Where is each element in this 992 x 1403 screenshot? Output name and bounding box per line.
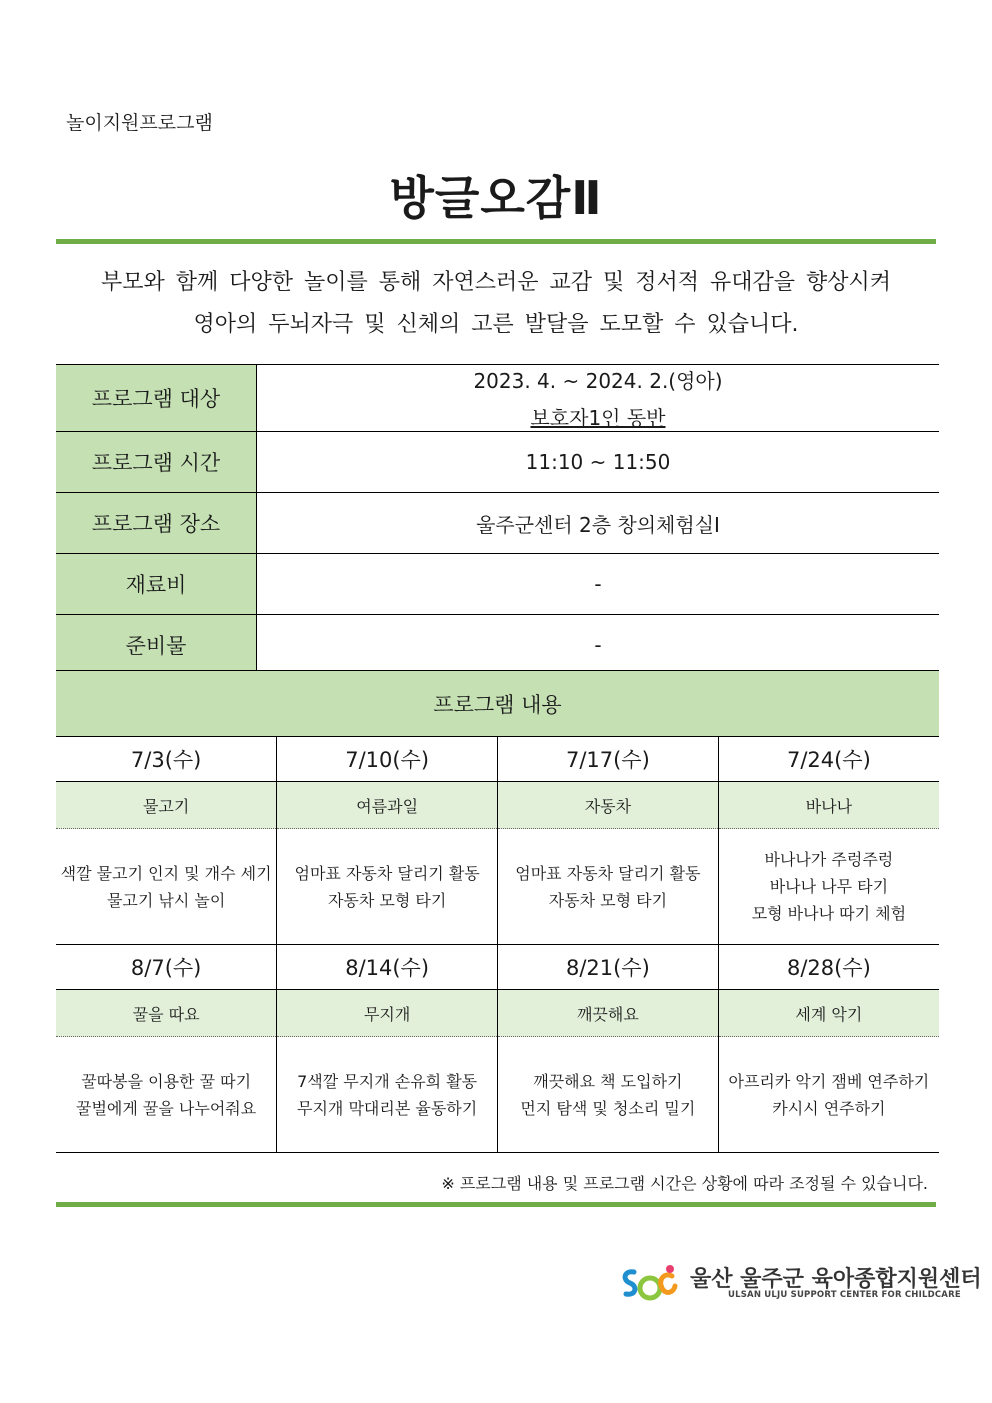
info-label-time: 프로그램 시간 [56,432,257,493]
session-date: 7/24(수) [718,737,939,782]
topic-row [56,782,939,829]
footer-divider [56,1202,936,1207]
date-row [56,945,939,990]
info-row-fee [56,554,939,615]
activity-line: 엄마표 자동차 달리기 활동 [515,863,701,883]
schedule-note: ※ 프로그램 내용 및 프로그램 시간은 상황에 따라 조정될 수 있습니다. [441,1174,928,1193]
title-divider [56,239,936,244]
activity-line: 색깔 물고기 인지 및 개수 세기 [60,863,272,883]
activity-row [56,1037,939,1153]
date-row [56,737,939,782]
activity-line: 7색깔 무지개 손유희 활동 [297,1071,478,1091]
session-topic: 무지개 [277,990,498,1037]
session-date: 8/7(수) [56,945,277,990]
session-activities [277,829,498,945]
session-date: 8/14(수) [277,945,498,990]
activity-line: 바나나가 주렁주렁 [764,850,894,869]
session-date: 7/10(수) [277,737,498,782]
session-topic: 세계 악기 [718,990,939,1037]
intro-line-1: 부모와 함께 다양한 놀이를 통해 자연스러운 교감 및 정서적 유대감을 향상시켜 [101,270,891,295]
info-row-supplies [56,615,939,676]
info-label-fee: 재료비 [56,554,257,615]
activity-line: 엄마표 자동차 달리기 활동 [294,863,480,883]
page-title: 방글오감Ⅱ [389,171,603,225]
session-activities [718,829,939,945]
session-topic: 물고기 [56,782,277,829]
info-row-place [56,493,939,554]
session-date: 7/17(수) [498,737,719,782]
session-activities [56,1037,277,1153]
intro-text [56,262,936,346]
info-row-target [56,365,939,432]
info-value-fee: - [257,554,940,615]
session-topic: 꿀을 따요 [56,990,277,1037]
session-date: 8/28(수) [718,945,939,990]
center-name-korean: 울산 울주군 육아종합지원센터 [690,1267,982,1292]
activity-line: 아프리카 악기 잼베 연주하기 [728,1071,930,1091]
activity-line: 자동차 모형 타기 [548,890,668,910]
session-activities [498,829,719,945]
activity-line: 자동차 모형 타기 [327,890,447,910]
target-period: 2023. 4. ~ 2024. 2.(영아) [473,369,723,393]
info-value-target [257,365,940,432]
center-name-english: ULSAN ULJU SUPPORT CENTER FOR CHILDCARE [728,1290,961,1300]
session-activities [56,829,277,945]
info-label-supplies: 준비물 [56,615,257,676]
session-activities [277,1037,498,1153]
session-topic: 자동차 [498,782,719,829]
activity-line: 꿀벌에게 꿀을 나누어줘요 [76,1098,257,1118]
activity-line: 깨끗해요 책 도입하기 [533,1071,683,1091]
session-date: 7/3(수) [56,737,277,782]
activity-line: 카시시 연주하기 [772,1098,886,1118]
schedule-heading: 프로그램 내용 [56,671,939,737]
activity-line: 바나나 나무 타기 [769,877,889,896]
activity-line: 모형 바나나 따기 체험 [751,904,907,923]
schedule-heading-row [56,671,939,737]
info-label-place: 프로그램 장소 [56,493,257,554]
session-activities [718,1037,939,1153]
session-topic: 깨끗해요 [498,990,719,1037]
program-category: 놀이지원프로그램 [66,112,213,134]
activity-line: 먼지 탐색 및 청소리 밀기 [520,1098,696,1118]
session-topic: 여름과일 [277,782,498,829]
activity-line: 물고기 낚시 놀이 [106,890,226,910]
session-topic: 바나나 [718,782,939,829]
info-value-supplies: - [257,615,940,676]
info-label-target: 프로그램 대상 [56,365,257,432]
info-value-place: 울주군센터 2층 창의체험실Ⅰ [257,493,940,554]
session-date: 8/21(수) [498,945,719,990]
center-logo-icon [620,1262,680,1306]
activity-line: 무지개 막대리본 율동하기 [297,1098,478,1118]
target-guardian: 보호자1인 동반 [530,406,666,430]
intro-line-2: 영아의 두뇌자극 및 신체의 고른 발달을 도모할 수 있습니다. [193,312,799,337]
info-row-time [56,432,939,493]
topic-row [56,990,939,1037]
session-activities [498,1037,719,1153]
program-schedule-table [56,670,939,1153]
activity-row [56,829,939,945]
center-logo [620,1262,982,1308]
program-info-table [56,364,939,676]
activity-line: 꿀따봉을 이용한 꿀 따기 [81,1071,252,1091]
info-value-time: 11:10 ~ 11:50 [257,432,940,493]
